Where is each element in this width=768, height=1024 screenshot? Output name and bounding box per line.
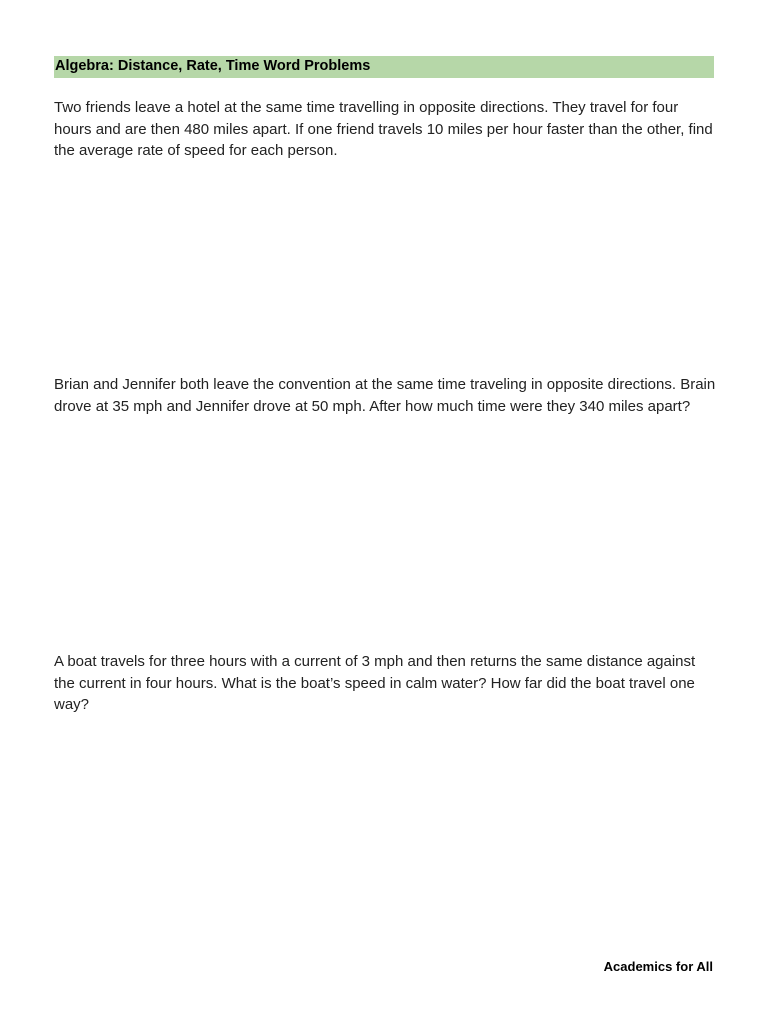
page-title: Algebra: Distance, Rate, Time Word Problems: [54, 56, 714, 78]
footer-brand: Academics for All: [603, 959, 713, 974]
problem-3-text: A boat travels for three hours with a current of 3 mph and then returns the same distance against the current in four hours. What is the boat’s speed in calm water? How far did the boat travel one way?: [54, 653, 696, 713]
problem-2-text: Brian and Jennifer both leave the convention at the same time traveling in opposite directions. Brain drove at 35 mph and Jennifer drove at 50 mph. After how much time were they 340 miles apart?: [54, 376, 716, 415]
problem-1-text: Two friends leave a hotel at the same time travelling in opposite directions. They travel for four hours and are then 480 miles apart. If one friend travels 10 miles per hour faster than the other, find the average rate of speed for each person.: [54, 99, 713, 159]
